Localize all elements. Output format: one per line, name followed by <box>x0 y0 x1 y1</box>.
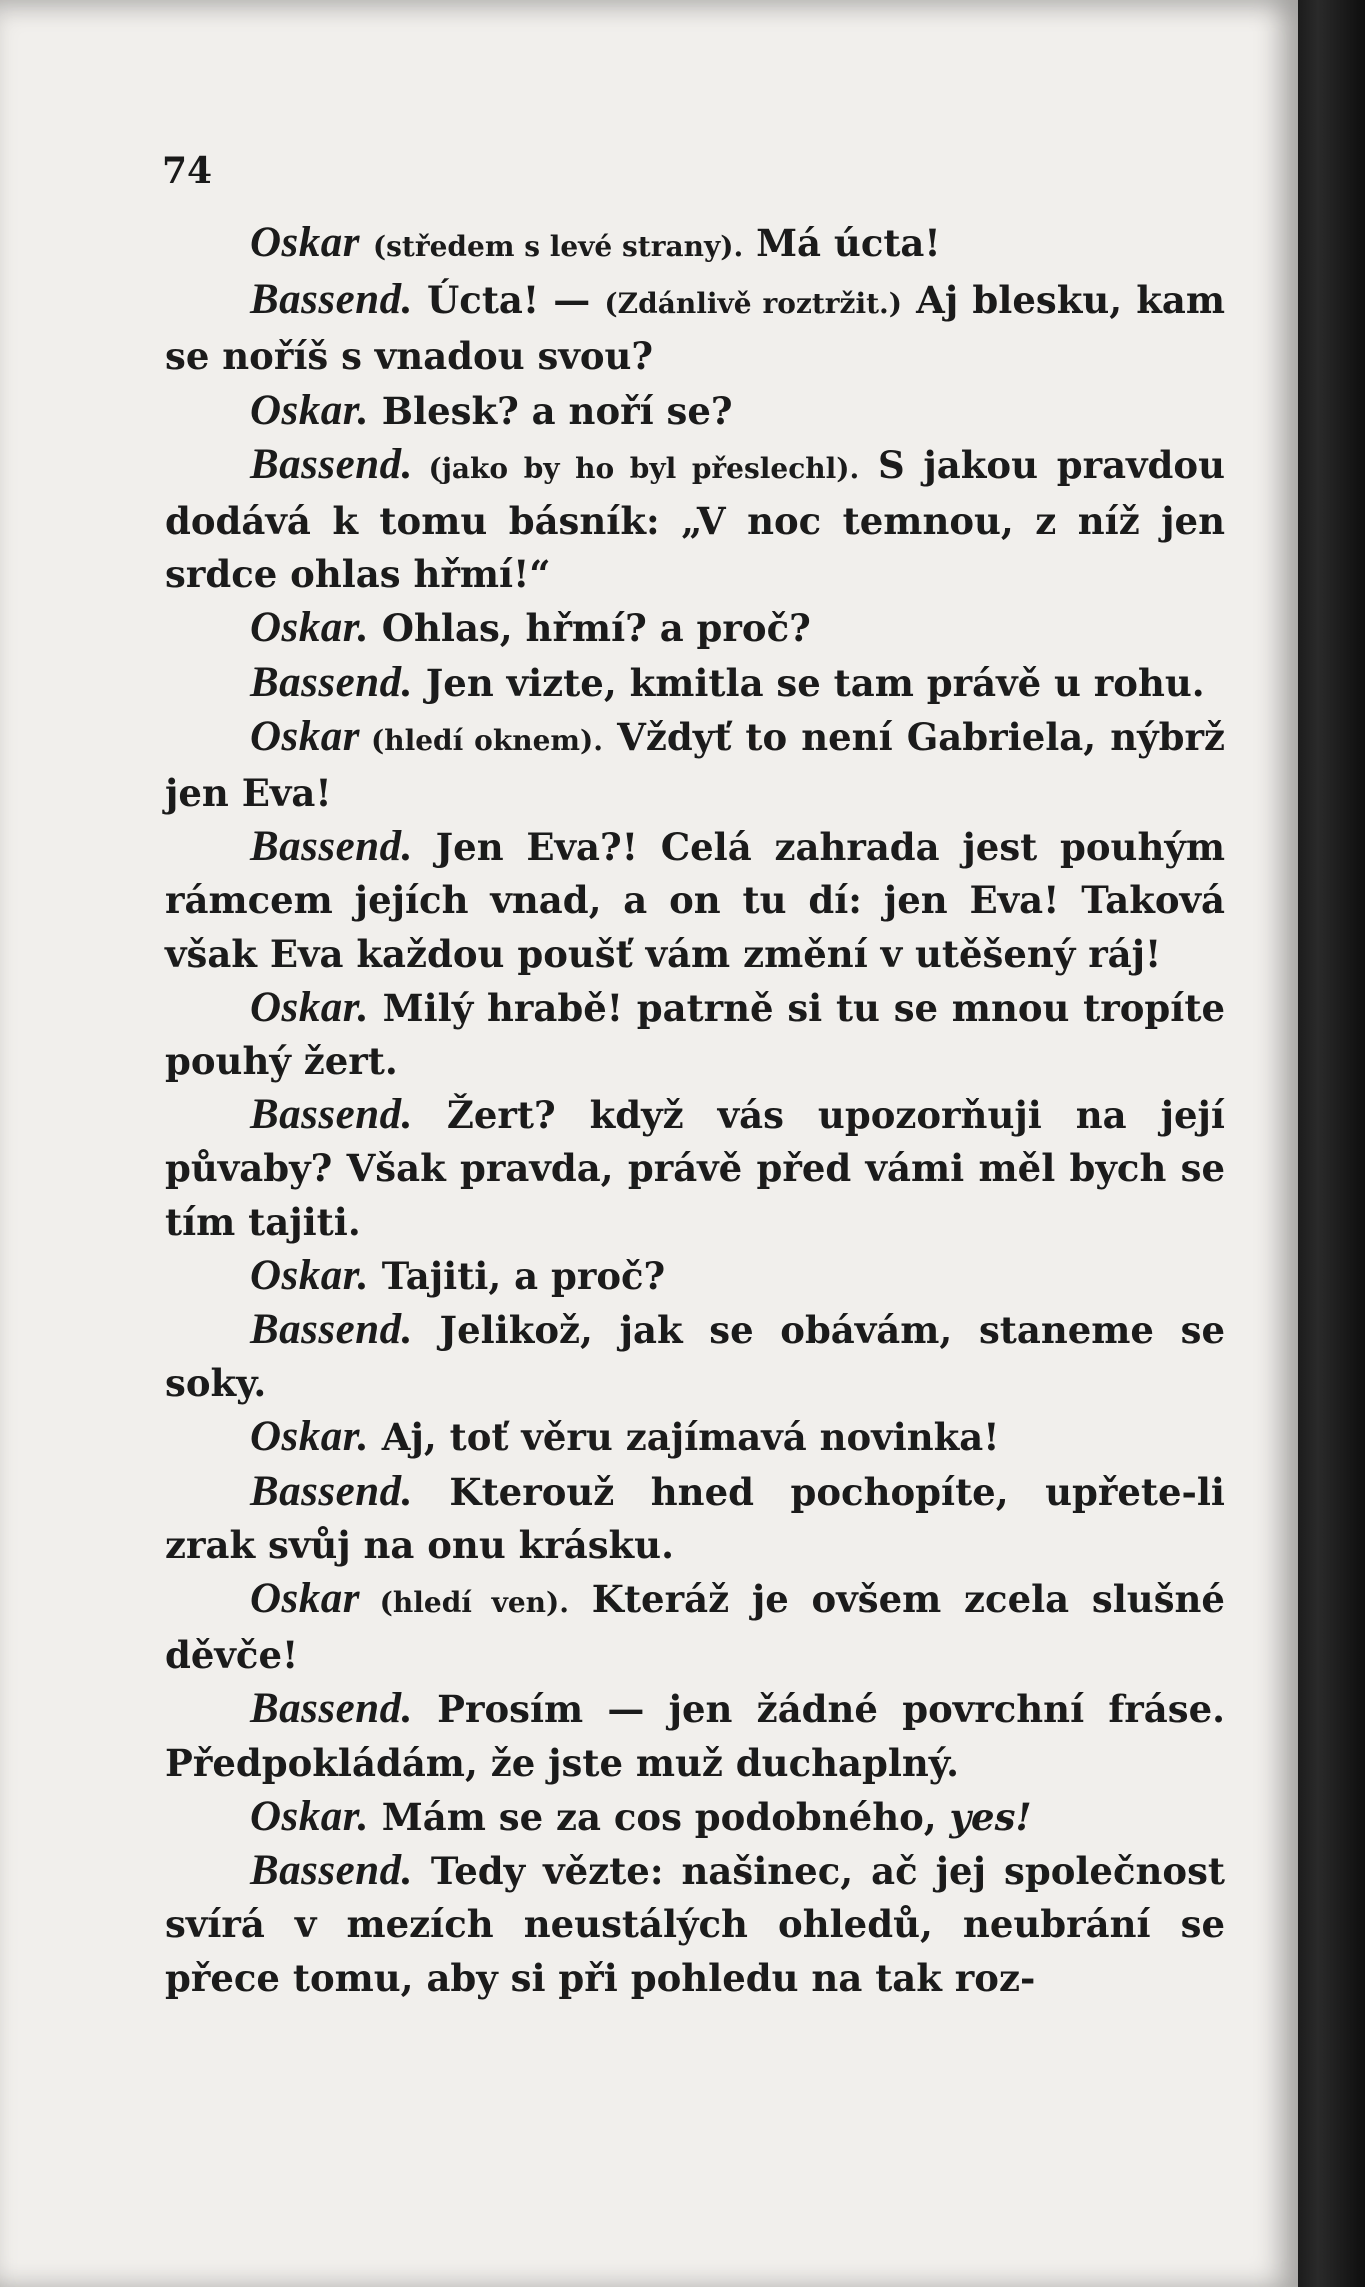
speaker-name: Oskar <box>250 712 361 760</box>
stage-direction: (středem s levé strany). <box>372 230 744 263</box>
speaker-name: Oskar. <box>250 1251 369 1299</box>
dialogue-text: Tajiti, a proč? <box>368 1253 666 1298</box>
dialogue-text: Má úcta! <box>743 221 941 265</box>
dialogue-line <box>165 1790 1225 1844</box>
stage-direction: (hledí oknem). <box>360 723 604 757</box>
dialogue-text: Blesk? a noří se? <box>368 388 733 433</box>
dialogue-line <box>165 601 1225 655</box>
dialogue-line <box>165 384 1225 438</box>
speaker-name: Bassend. <box>250 823 413 871</box>
dialogue-text: Mám se za cos podobného, <box>368 1794 950 1839</box>
dialogue-line <box>165 1682 1225 1789</box>
speaker-name: Oskar. <box>250 1792 369 1840</box>
dialogue-line <box>165 1844 1225 2005</box>
speaker-name: Bassend. <box>250 1306 413 1354</box>
dialogue-text: S jakou pravdou dodává k tomu básník: „V noc temnou, z níž jen srdce ohlas hřmí!“ <box>165 442 1225 597</box>
dialogue-text: Jen vizte, kmitla se tam právě u rohu. <box>412 660 1205 705</box>
speaker-name: Bassend. <box>250 276 413 324</box>
stage-direction: (Zdánlivě roztržit.) <box>604 287 903 321</box>
dialogue-text: Kteráž je ovšem zcela slušné děvče! <box>165 1577 1225 1678</box>
emphasized-word: yes! <box>949 1794 1032 1839</box>
speaker-name: Oskar <box>250 1575 361 1623</box>
speaker-name: Oskar. <box>250 604 369 652</box>
book-spine-edge <box>1298 0 1365 2287</box>
dialogue-line <box>165 981 1225 1088</box>
dialogue-line <box>165 1088 1225 1249</box>
speaker-name: Oskar. <box>250 386 369 434</box>
speaker-name: Bassend. <box>250 1467 413 1515</box>
speaker-name: Oskar. <box>250 1413 369 1461</box>
speaker-name: Oskar <box>250 219 361 266</box>
dialogue-line <box>165 1465 1225 1572</box>
dialogue-text: Ohlas, hřmí? a proč? <box>368 606 811 651</box>
dialogue-text: Žert? když vás upozorňuji na její půvaby? Však pravda, právě před vámi měl bych se tím tajiti. <box>165 1093 1225 1244</box>
dialogue-text: Prosím — jen žádné povrchní fráse. Předpokládám, že jste muž duchaplný. <box>165 1687 1225 1785</box>
page-number: 74 <box>162 150 213 192</box>
dialogue-text: Aj, toť věru zajímavá novinka! <box>368 1415 1000 1460</box>
dialogue-line <box>165 438 1225 602</box>
speaker-name: Bassend. <box>250 440 413 488</box>
stage-direction: (jako by ho byl přeslechl). <box>412 451 860 485</box>
dialogue-text: Úcta! — <box>412 278 605 323</box>
dialogue-line <box>165 820 1225 981</box>
dialogue-text: Aj blesku, kam se noříš s vnadou svou? <box>165 278 1226 379</box>
speaker-name: Bassend. <box>250 1847 413 1895</box>
play-text <box>165 216 1225 2005</box>
dialogue-text: Jen Eva?! Celá zahrada jest pouhým rámcem jejích vnad, a on tu dí: jen Eva! Taková však Eva každou poušť vám změní v utěšený ráj! <box>165 825 1225 976</box>
dialogue-line <box>165 656 1225 710</box>
dialogue-line <box>165 216 1225 273</box>
speaker-name: Oskar. <box>250 983 369 1031</box>
speaker-name: Bassend. <box>250 1685 413 1733</box>
dialogue-line <box>165 1249 1225 1303</box>
dialogue-text: Jelikož, jak se obávám, staneme se soky. <box>165 1308 1225 1406</box>
speaker-name: Bassend. <box>250 1091 413 1139</box>
stage-direction: (hledí ven). <box>360 1586 570 1620</box>
speaker-name: Bassend. <box>250 658 413 706</box>
dialogue-text: Milý hrabě! patrně si tu se mnou tropíte pouhý žert. <box>165 985 1225 1084</box>
dialogue-line <box>165 710 1225 820</box>
dialogue-line <box>165 273 1225 383</box>
dialogue-text: Vždyť to není Gabriela, nýbrž jen Eva! <box>165 714 1225 816</box>
dialogue-line <box>165 1572 1225 1682</box>
dialogue-line <box>165 1410 1225 1464</box>
dialogue-text: Kterouž hned pochopíte, upřete-li zrak svůj na onu krásku. <box>165 1469 1225 1567</box>
dialogue-line <box>165 1303 1225 1410</box>
dialogue-text: Tedy vězte: našinec, ač jej společnost svírá v mezích neustálých ohledů, neubrání se přece tomu, aby si při pohledu na tak roz- <box>165 1849 1225 2000</box>
